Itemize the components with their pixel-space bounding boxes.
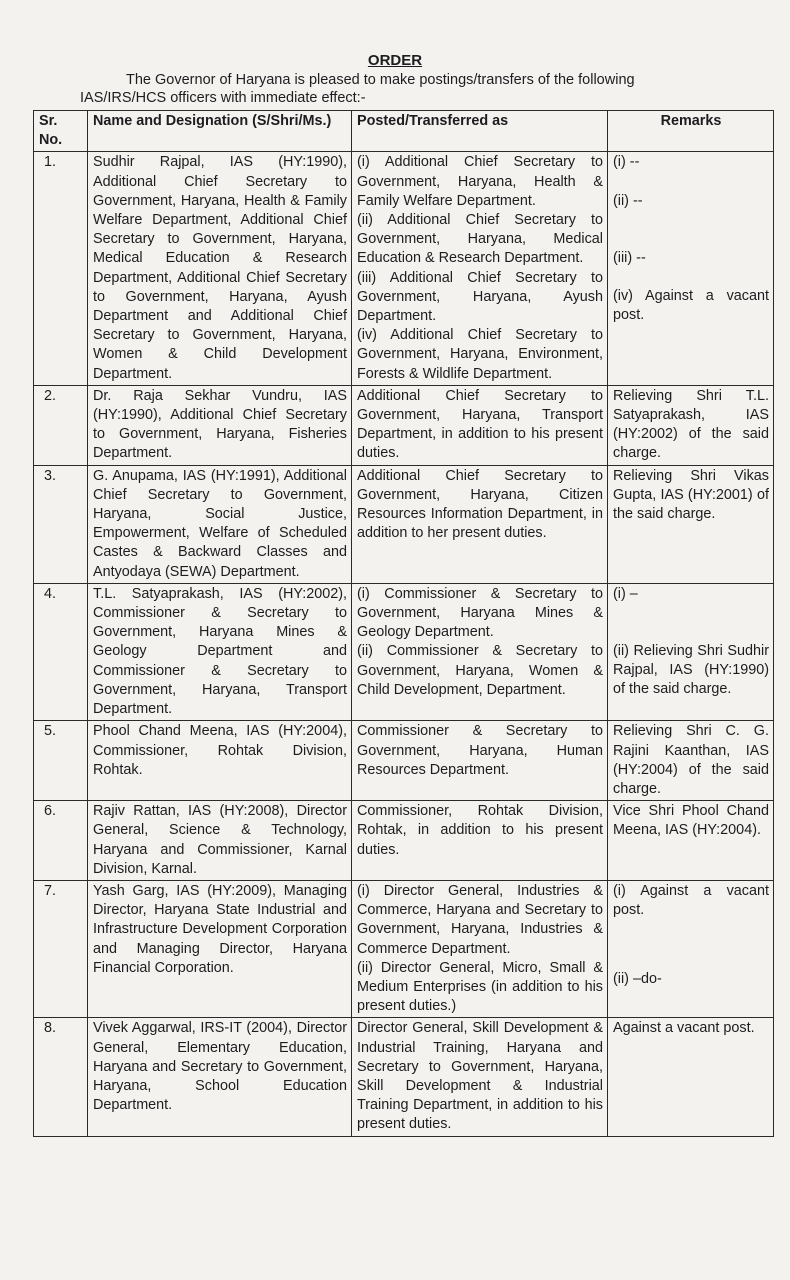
- posting-item: (i) Commissioner & Secretary to Government, Haryana Mines & Geology Department.: [357, 585, 603, 641]
- posting-item: Additional Chief Secretary to Government, Haryana, Citizen Resources Information Department, in addition to her present duties.: [357, 467, 603, 542]
- remark-item: (i) --: [613, 154, 640, 171]
- remark-item: (i) –: [613, 585, 638, 602]
- posted-as: [352, 152, 608, 385]
- header-posted-as: Posted/Transferred as: [352, 111, 608, 152]
- posting-item: (ii) Additional Chief Secretary to Government, Haryana, Medical Education & Research Department.: [357, 212, 603, 267]
- header-row: [34, 111, 774, 152]
- remarks: [608, 801, 774, 881]
- header-remarks: Remarks: [608, 111, 774, 152]
- remark-item: Vice Shri Phool Chand Meena, IAS (HY:2004).: [613, 803, 769, 839]
- intro-line-1: The Governor of Haryana is pleased to make postings/transfers of the following: [126, 72, 635, 88]
- remarks: [608, 1018, 774, 1136]
- officer-name-designation: Vivek Aggarwal, IRS-IT (2004), Director General, Elementary Education, Haryana and Secretary to Government, Haryana, School Education Department.: [88, 1018, 352, 1136]
- remark-item: (ii) –do-: [613, 971, 662, 988]
- order-intro: [80, 71, 740, 107]
- remark-item: (i) Against a vacant post.: [613, 882, 769, 919]
- officer-name-designation: G. Anupama, IAS (HY:1991), Additional Chief Secretary to Government, Haryana, Social Justice, Empowerment, Welfare of Scheduled Castes & Backward Classes and Antyodaya (SEWA) Department.: [88, 465, 352, 583]
- posting-item: (ii) Director General, Micro, Small & Medium Enterprises (in addition to his present duties.): [357, 959, 603, 1015]
- remark-item: Relieving Shri Vikas Gupta, IAS (HY:2001) of the said charge.: [613, 467, 769, 523]
- posted-as: [352, 801, 608, 881]
- remarks: [608, 583, 774, 720]
- officer-name-designation: Phool Chand Meena, IAS (HY:2004), Commissioner, Rohtak Division, Rohtak.: [88, 721, 352, 801]
- posting-item: (i) Additional Chief Secretary to Government, Haryana, Health & Family Welfare Department.: [357, 154, 603, 209]
- remarks: [608, 152, 774, 385]
- table-row: [34, 465, 774, 583]
- table-row: [34, 721, 774, 801]
- posting-item: (iv) Additional Chief Secretary to Government, Haryana, Environment, Forests & Wildlife Department.: [357, 327, 603, 382]
- sr-no: 3.: [34, 465, 88, 583]
- remark-item: (ii) --: [613, 192, 643, 209]
- table-row: [34, 801, 774, 881]
- posting-item: (ii) Commissioner & Secretary to Government, Haryana, Women & Child Development, Department.: [357, 643, 603, 698]
- posted-as: [352, 721, 608, 801]
- officer-name-designation: Sudhir Rajpal, IAS (HY:1990), Additional Chief Secretary to Government, Haryana, Health & Family Welfare Department, Additional Chief Secretary to Government, Haryana, Medical Education & Research Department, Additional Chief Secretary to Government, Haryana, Ayush Department and Additional Chief Secretary to Government, Haryana, Women & Child Development Department.: [88, 152, 352, 385]
- table-row: [34, 583, 774, 720]
- remark-item: (ii) Relieving Shri Sudhir Rajpal, IAS (HY:1990) of the said charge.: [613, 643, 769, 698]
- order-title: ORDER: [367, 52, 423, 69]
- sr-no: 4.: [34, 583, 88, 720]
- remarks: [608, 721, 774, 801]
- header-sr-no: Sr. No.: [34, 111, 88, 152]
- table-row: [34, 880, 774, 1017]
- table-row: [34, 1018, 774, 1136]
- sr-no: 2.: [34, 385, 88, 465]
- remarks: [608, 465, 774, 583]
- officer-name-designation: Rajiv Rattan, IAS (HY:2008), Director General, Science & Technology, Haryana and Commissioner, Karnal Division, Karnal.: [88, 801, 352, 881]
- remark-item: (iv) Against a vacant post.: [613, 288, 769, 324]
- posted-as: [352, 465, 608, 583]
- sr-no: 6.: [34, 801, 88, 881]
- postings-table: [33, 110, 774, 1137]
- posted-as: [352, 1018, 608, 1136]
- remark-item: Against a vacant post.: [613, 1020, 755, 1037]
- posting-item: Commissioner, Rohtak Division, Rohtak, in addition to his present duties.: [357, 803, 603, 858]
- posting-item: Director General, Skill Development & Industrial Training, Haryana and Secretary to Government, Haryana, Skill Development & Industrial Training Department, in addition to his present duties.: [357, 1020, 603, 1133]
- remark-item: Relieving Shri C. G. Rajini Kaanthan, IAS (HY:2004) of the said charge.: [613, 723, 769, 797]
- posting-item: Commissioner & Secretary to Government, Haryana, Human Resources Department.: [357, 723, 603, 778]
- header-name-designation: Name and Designation (S/Shri/Ms.): [88, 111, 352, 152]
- table-row: [34, 152, 774, 385]
- sr-no: 7.: [34, 880, 88, 1017]
- posting-item: Additional Chief Secretary to Government, Haryana, Transport Department, in addition to his present duties.: [357, 387, 603, 462]
- remark-item: (iii) --: [613, 249, 646, 266]
- sr-no: 5.: [34, 721, 88, 801]
- posted-as: [352, 583, 608, 720]
- remarks: [608, 880, 774, 1017]
- intro-line-2: IAS/IRS/HCS officers with immediate effect:-: [80, 90, 366, 106]
- posting-item: (i) Director General, Industries & Commerce, Haryana and Secretary to Government, Haryana, Industries & Commerce Department.: [357, 882, 603, 957]
- table-row: [34, 385, 774, 465]
- sr-no: 8.: [34, 1018, 88, 1136]
- posted-as: [352, 880, 608, 1017]
- officer-name-designation: Yash Garg, IAS (HY:2009), Managing Director, Haryana State Industrial and Infrastructure Development Corporation and Managing Director, Haryana Financial Corporation.: [88, 880, 352, 1017]
- officer-name-designation: Dr. Raja Sekhar Vundru, IAS (HY:1990), Additional Chief Secretary to Government, Haryana, Fisheries Department.: [88, 385, 352, 465]
- officer-name-designation: T.L. Satyaprakash, IAS (HY:2002), Commissioner & Secretary to Government, Haryana Mines & Geology Department and Commissioner & Secretary to Government, Haryana, Transport Department.: [88, 583, 352, 720]
- remarks: [608, 385, 774, 465]
- posted-as: [352, 385, 608, 465]
- sr-no: 1.: [34, 152, 88, 385]
- posting-item: (iii) Additional Chief Secretary to Government, Haryana, Ayush Department.: [357, 269, 603, 325]
- remark-item: Relieving Shri T.L. Satyaprakash, IAS (HY:2002) of the said charge.: [613, 387, 769, 462]
